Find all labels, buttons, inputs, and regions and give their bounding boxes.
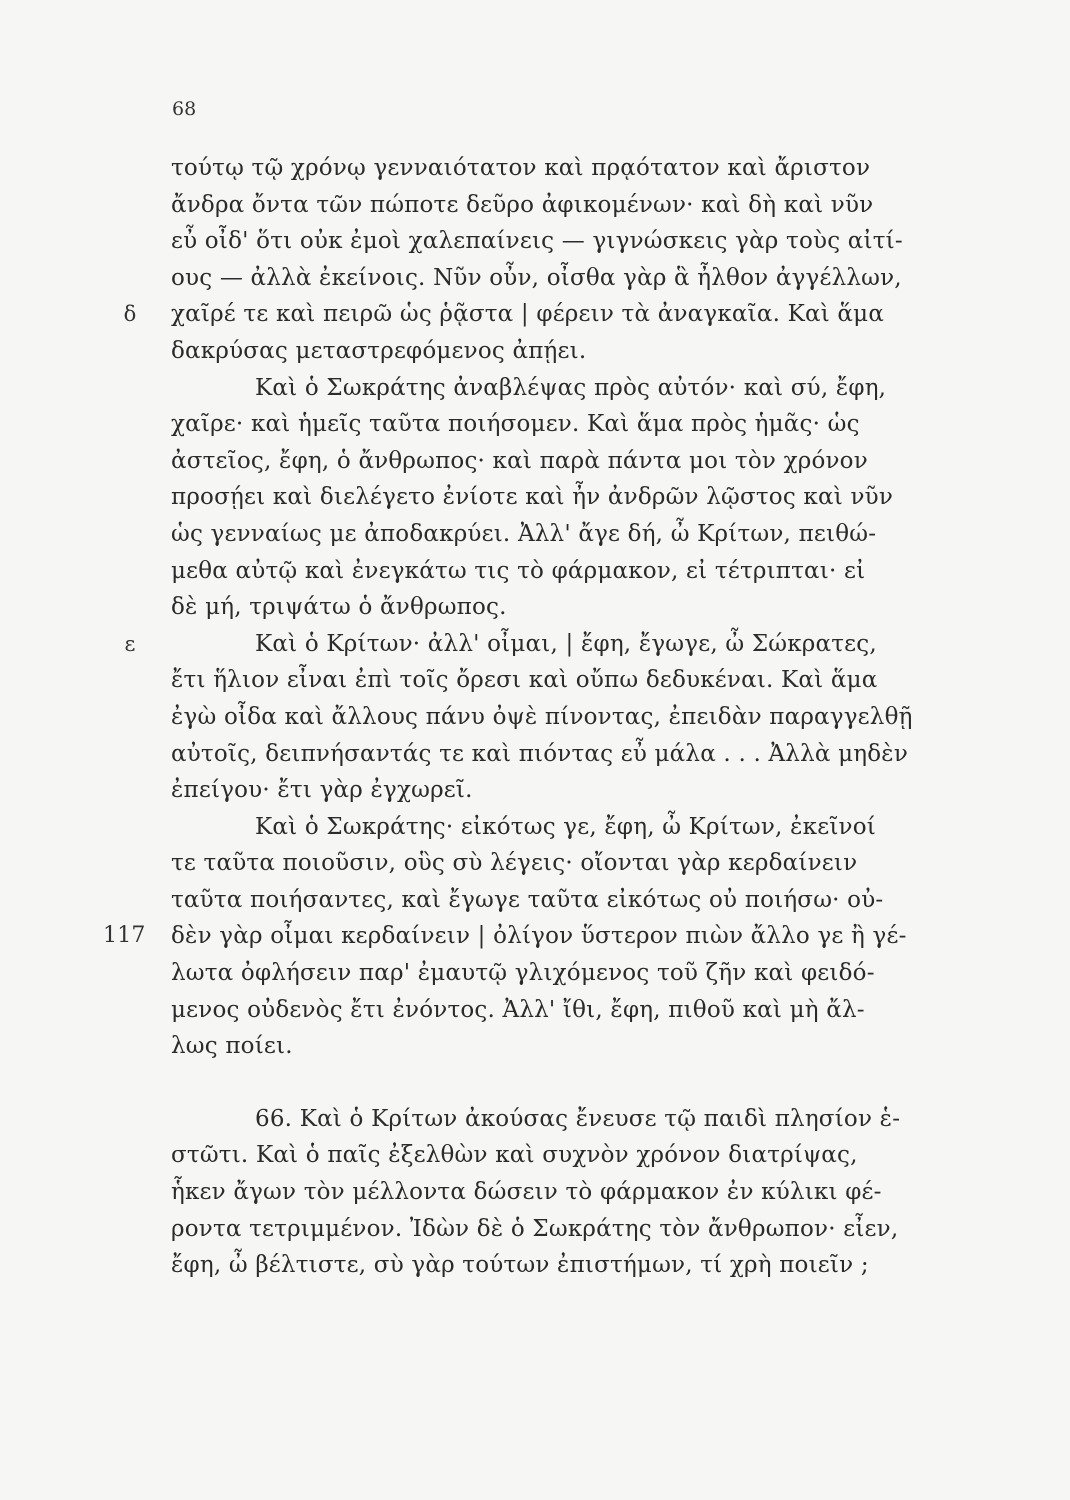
text-line: ἄνδρα ὄντα τῶν πώποτε δεῦρο ἀφικομένων· καὶ δὴ καὶ νῦν <box>171 191 874 218</box>
text-line: τούτῳ τῷ χρόνῳ γενναιότατον καὶ πρᾳότατον καὶ ἄριστον <box>171 155 871 181</box>
text-line: Καὶ ὁ Σωκράτης· εἰκότως γε, ἔφη, ὦ Κρίτων, ἐκεῖνοί <box>255 813 876 840</box>
margin-marker-117: 117 <box>103 923 146 949</box>
text-line: ἐγὼ οἶδα καὶ ἄλλους πάνυ ὀψὲ πίνοντας, ἐπειδὰν παραγγελθῇ <box>171 703 913 730</box>
text-line: ἔφη, ὦ βέλτιστε, σὺ γὰρ τούτων ἐπιστήμων, τί χρὴ ποιεῖν ; <box>171 1252 869 1279</box>
text-line: Καὶ ὁ Σωκράτης ἀναβλέψας πρὸς αὐτόν· καὶ σύ, ἔφη, <box>255 374 887 401</box>
margin-marker-d: δ <box>123 302 137 327</box>
text-line: ὡς γενναίως με ἀποδακρύει. Ἀλλ' ἄγε δή, ὦ Κρίτων, πειθώ- <box>171 520 877 547</box>
text-line: τε ταῦτα ποιοῦσιν, οὓς σὺ λέγεις· οἴονται γὰρ κερδαίνειν <box>171 850 858 877</box>
text-line-with-marker <box>103 918 989 955</box>
page-number: 68 <box>172 98 197 120</box>
text-line: χαῖρέ τε καὶ πειρῶ ὡς ῥᾷστα | φέρειν τὰ ἀναγκαῖα. Καὶ ἅμα <box>171 301 885 328</box>
text-line: ἐπείγου· ἔτι γὰρ ἐγχωρεῖ. <box>171 777 473 804</box>
text-line: εὖ οἶδ' ὅτι οὐκ ἐμοὶ χαλεπαίνεις — γιγνώσκεις γὰρ τοὺς αἰτί- <box>171 228 903 255</box>
text-line: δὲν γὰρ οἶμαι κερδαίνειν | ὀλίγον ὕστερον πιὼν ἄλλο γε ἢ γέ- <box>171 923 907 950</box>
text-line-with-marker <box>124 626 989 663</box>
body-text <box>103 150 989 1284</box>
text-line: δὲ μή, τριψάτω ὁ ἄνθρωπος. <box>171 594 507 621</box>
text-line: αὐτοῖς, δειπνήσαντάς τε καὶ πιόντας εὖ μάλα . . . Ἀλλὰ μηδὲν <box>171 740 909 767</box>
text-line: ταῦτα ποιήσαντες, καὶ ἔγωγε ταῦτα εἰκότως οὐ ποιήσω· οὐ- <box>171 886 884 913</box>
text-line: ους — ἀλλὰ ἐκείνοις. Νῦν οὖν, οἶσθα γὰρ ἃ ἦλθον ἀγγέλλων, <box>171 264 902 291</box>
text-line: ἧκεν ἄγων τὸν μέλλοντα δώσειν τὸ φάρμακον ἐν κύλικι φέ- <box>171 1179 882 1206</box>
text-line: προσῄει καὶ διελέγετο ἐνίοτε καὶ ἦν ἀνδρῶν λῷστος καὶ νῦν <box>171 484 894 511</box>
text-line-with-marker <box>123 296 989 333</box>
text-line: λωτα ὀφλήσειν παρ' ἐμαυτῷ γλιχόμενος τοῦ ζῆν καὶ φειδό- <box>171 960 875 987</box>
text-line: ἔτι ἥλιον εἶναι ἐπὶ τοῖς ὄρεσι καὶ οὔπω δεδυκέναι. Καὶ ἅμα <box>171 667 878 694</box>
text-line: ροντα τετριμμένον. Ἰδὼν δὲ ὁ Σωκράτης τὸν ἄνθρωπον· εἶεν, <box>171 1215 899 1242</box>
text-line: χαῖρε· καὶ ἡμεῖς ταῦτα ποιήσομεν. Καὶ ἅμα πρὸς ἡμᾶς· ὡς <box>171 411 860 438</box>
margin-marker-e: ε <box>124 631 136 656</box>
text-line: Καὶ ὁ Κρίτων· ἀλλ' οἶμαι, | ἔφη, ἔγωγε, ὦ Σώκρατες, <box>255 630 877 657</box>
text-line: δακρύσας μεταστρεφόμενος ἀπῄει. <box>171 337 587 364</box>
paragraph-gap <box>171 1065 989 1101</box>
text-line: μεθα αὐτῷ καὶ ἐνεγκάτω τις τὸ φάρμακον, εἰ τέτριπται· εἰ <box>171 557 866 584</box>
text-line: λως ποίει. <box>171 1033 293 1060</box>
text-line: 66. Καὶ ὁ Κρίτων ἀκούσας ἔνευσε τῷ παιδὶ πλησίον ἑ- <box>255 1105 901 1132</box>
text-line: στῶτι. Καὶ ὁ παῖς ἐξελθὼν καὶ συχνὸν χρόνον διατρίψας, <box>171 1142 858 1169</box>
text-line: ἀστεῖος, ἔφη, ὁ ἄνθρωπος· καὶ παρὰ πάντα μοι τὸν χρόνον <box>171 447 868 474</box>
text-line: μενος οὐδενὸς ἔτι ἐνόντος. Ἀλλ' ἴθι, ἔφη, πιθοῦ καὶ μὴ ἄλ- <box>171 996 865 1023</box>
